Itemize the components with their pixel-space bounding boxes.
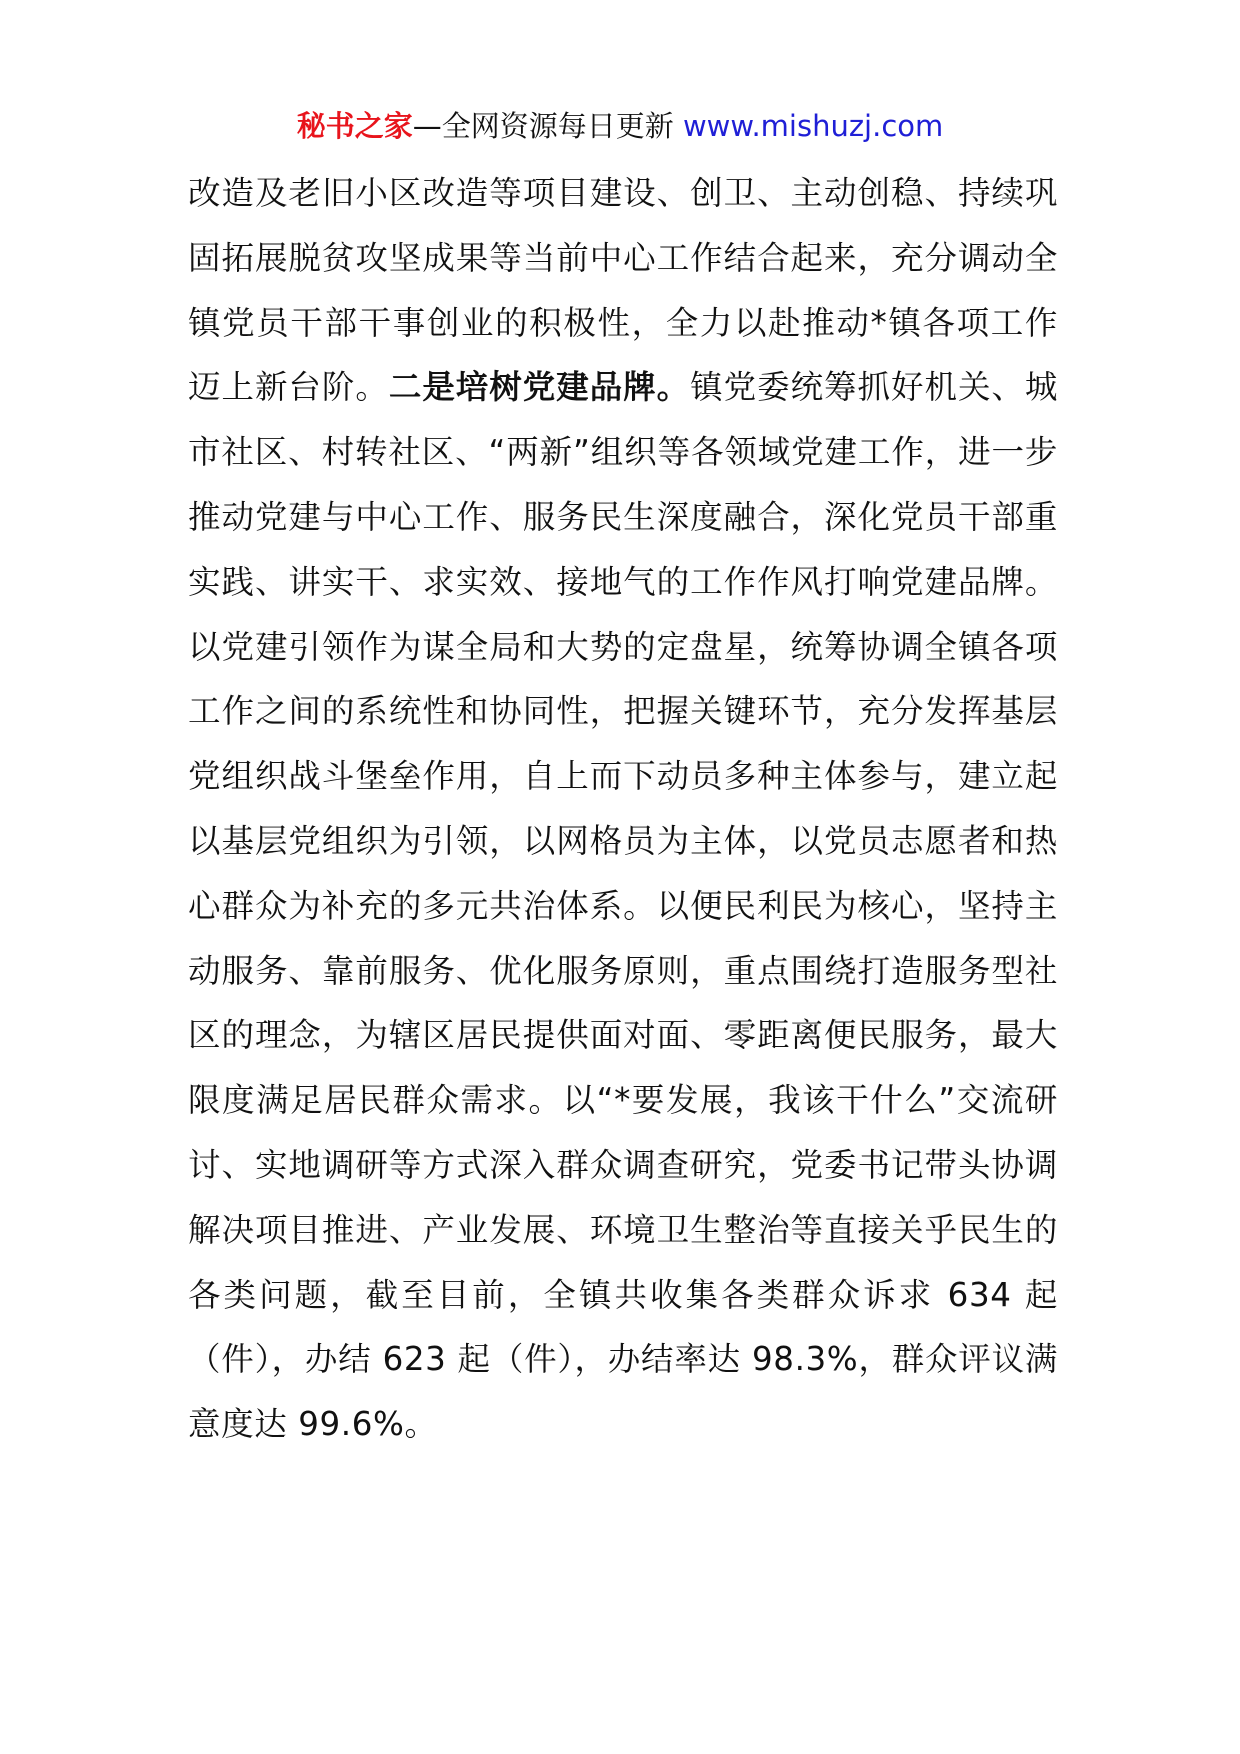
document-body [188,161,1058,1457]
section-heading-inline: 二是培树党建品牌。 [388,368,691,407]
brand-name: 秘书之家 [296,109,413,143]
paragraph-text-intro: 改造及老旧小区改造等项目建设、创卫、主动创稳、持续巩固拓展脱贫攻坚成果等当前中心工作结合起来，充分调动全镇党员干部干事创业的积极性，全力以赴推动*镇各项工作迈上新台阶。 [188,174,1058,407]
banner-tagline: —全网资源每日更新 [412,109,683,143]
site-banner [0,104,1240,148]
site-url-link[interactable]: www.mishuzj.com [682,109,944,143]
paragraph-text-main: 镇党委统筹抓好机关、城市社区、村转社区、“两新”组织等各领域党建工作，进一步推动党建与中心工作、服务民生深度融合，深化党员干部重实践、讲实干、求实效、接地气的工作作风打响党建品牌。以党建引领作为谋全局和大势的定盘星，统筹协调全镇各项工作之间的系统性和协同性，把握关键环节，充分发挥基层党组织战斗堡垒作用，自上而下动员多种主体参与，建立起以基层党组织为引领，以网格员为主体，以党员志愿者和热心群众为补充的多元共治体系。以便民利民为核心，坚持主动服务、靠前服务、优化服务原则，重点围绕打造服务型社区的理念，为辖区居民提供面对面、零距离便民服务，最大限度满足居民群众需求。以“*要发展，我该干什么”交流研讨、实地调研等方式深入群众调查研究，党委书记带头协调解决项目推进、产业发展、环境卫生整治等直接关乎民生的各类问题，截至目前，全镇共收集各类群众诉求 634 起（件），办结 623 起（件），办结率达 98.3%，群众评议满意度达 99.6%。 [188,368,1058,1444]
